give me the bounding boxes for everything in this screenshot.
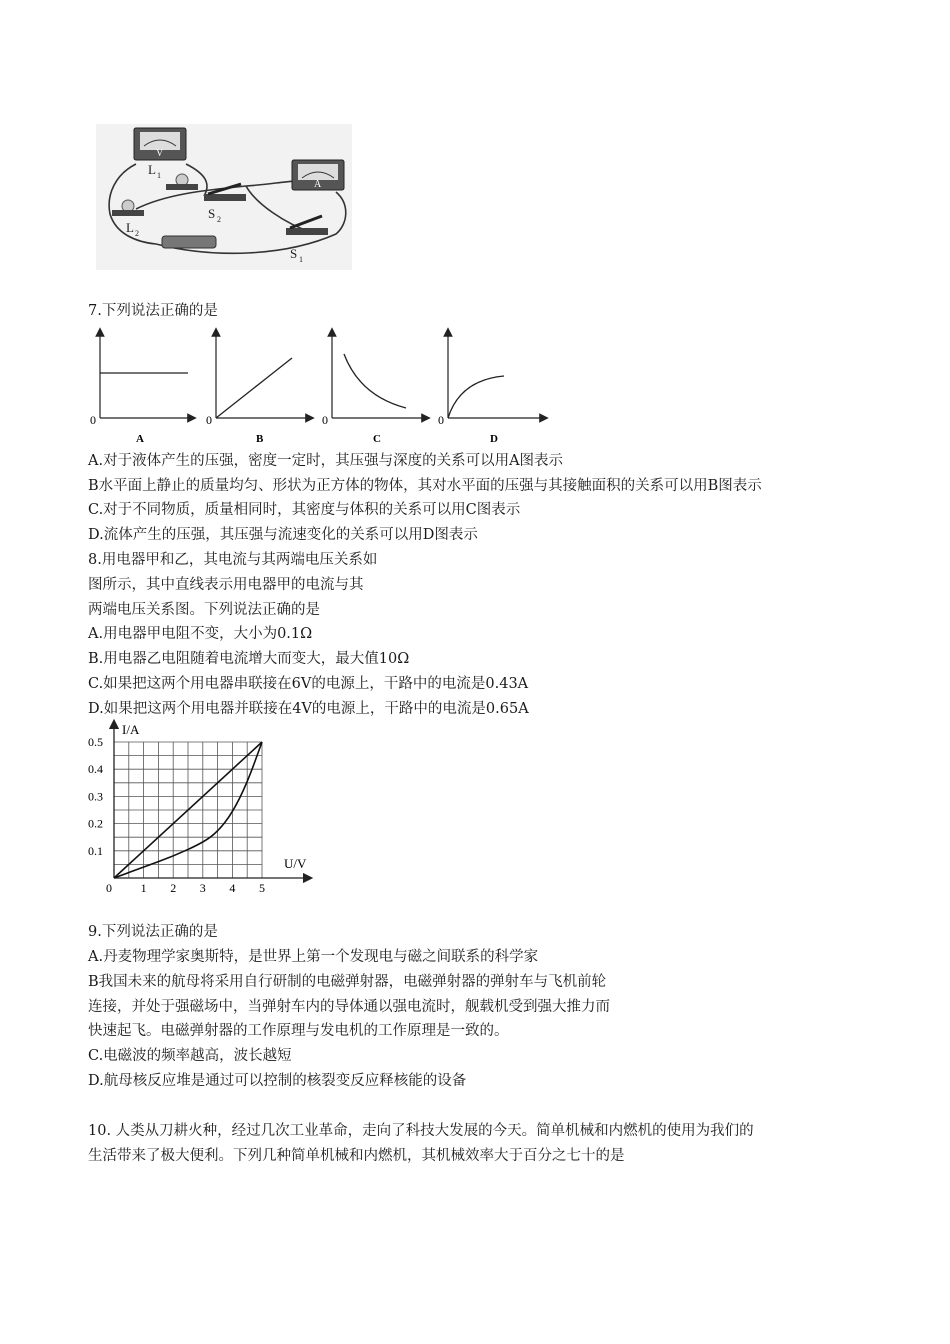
x-tick-label: 3 bbox=[199, 881, 206, 895]
x-tick-label: 1 bbox=[140, 881, 147, 895]
q9-option-b-line-1: B我国未来的航母将采用自行研制的电磁弹射器，电磁弹射器的弹射车与飞机前轮 bbox=[88, 974, 607, 990]
x-tick-label: 2 bbox=[170, 881, 177, 895]
q7-option-d: D.流体产生的压强，其压强与流速变化的关系可以用D图表示 bbox=[88, 527, 478, 543]
x-tick-label: 4 bbox=[229, 881, 236, 895]
svg-text:L: L bbox=[126, 220, 134, 235]
q8-stem-line-1: 8.用电器甲和乙，其电流与其两端电压关系如 bbox=[88, 552, 378, 568]
svg-text:S: S bbox=[208, 206, 216, 221]
q9-option-a: A.丹麦物理学家奥斯特，是世界上第一个发现电与磁之间联系的科学家 bbox=[88, 949, 539, 965]
q9-option-b-line-3: 快速起飞。电磁弹射器的工作原理与发电机的工作原理是一致的。 bbox=[88, 1023, 509, 1039]
q7-option-a: A.对于液体产生的压强，密度一定时，其压强与深度的关系可以用A图表示 bbox=[88, 453, 564, 469]
circuit-diagram bbox=[96, 124, 352, 270]
svg-text:0: 0 bbox=[206, 413, 212, 427]
y-axis-label: I/A bbox=[122, 722, 140, 737]
svg-text:S: S bbox=[290, 246, 298, 261]
y-tick-label: 0.2 bbox=[88, 816, 103, 831]
ammeter-icon bbox=[292, 160, 344, 190]
graph-a bbox=[90, 332, 192, 445]
graph-c bbox=[322, 332, 426, 445]
q7-option-b: B水平面上静止的质量均匀、形状为正方体的物体，其对水平面的压强与其接触面积的关系可以用B图表示 bbox=[88, 478, 762, 494]
q8-stem-line-3: 两端电压关系图。下列说法正确的是 bbox=[88, 602, 320, 618]
q9-option-d: D.航母核反应堆是通过可以控制的核裂变反应释核能的设备 bbox=[88, 1073, 467, 1089]
svg-text:1: 1 bbox=[157, 171, 161, 180]
q8-option-c: C.如果把这两个用电器串联接在6V的电源上，干路中的电流是0.43A bbox=[88, 676, 529, 692]
q7-graphs bbox=[88, 326, 550, 448]
q9-stem: 9.下列说法正确的是 bbox=[88, 924, 218, 940]
svg-text:0: 0 bbox=[322, 413, 328, 427]
svg-text:L: L bbox=[148, 162, 156, 177]
svg-text:A: A bbox=[314, 179, 322, 190]
svg-text:0: 0 bbox=[438, 413, 444, 427]
q9-option-c: C.电磁波的频率越高，波长越短 bbox=[88, 1048, 292, 1064]
svg-text:B: B bbox=[256, 433, 264, 445]
x-tick-label: 0 bbox=[106, 881, 112, 895]
svg-text:2: 2 bbox=[217, 215, 221, 224]
y-tick-label: 0.3 bbox=[88, 789, 103, 804]
svg-text:0: 0 bbox=[90, 413, 96, 427]
y-tick-label: 0.5 bbox=[88, 735, 103, 749]
svg-text:1: 1 bbox=[299, 255, 303, 264]
graph-b bbox=[206, 332, 310, 445]
x-axis-label: U/V bbox=[284, 856, 307, 871]
graph-d bbox=[438, 332, 544, 445]
q8-option-b: B.用电器乙电阻随着电流增大而变大，最大值10Ω bbox=[88, 651, 410, 667]
q9-option-b-line-2: 连接，并处于强磁场中，当弹射车内的导体通以强电流时，舰载机受到强大推力而 bbox=[88, 999, 610, 1015]
svg-text:A: A bbox=[136, 433, 144, 445]
voltmeter-icon bbox=[134, 128, 186, 160]
q10-line-1: 10. 人类从刀耕火种，经过几次工业革命，走向了科技大发展的今天。简单机械和内燃机的使用为我们的 bbox=[88, 1123, 754, 1139]
svg-text:C: C bbox=[373, 433, 381, 445]
y-tick-label: 0.4 bbox=[88, 762, 103, 777]
iv-chart bbox=[86, 718, 326, 902]
y-tick-label: 0.1 bbox=[88, 843, 103, 858]
q7-stem: 7.下列说法正确的是 bbox=[88, 303, 218, 319]
q8-option-a: A.用电器甲电阻不变，大小为0.1Ω bbox=[88, 626, 313, 642]
svg-text:D: D bbox=[490, 433, 498, 445]
svg-text:2: 2 bbox=[135, 229, 139, 238]
voltmeter-label: V bbox=[156, 148, 164, 159]
q10-line-2: 生活带来了极大便利。下列几种简单机械和内燃机，其机械效率大于百分之七十的是 bbox=[88, 1148, 625, 1164]
q7-option-c: C.对于不同物质，质量相同时，其密度与体积的关系可以用C图表示 bbox=[88, 502, 521, 518]
q8-stem-line-2: 图所示，其中直线表示用电器甲的电流与其 bbox=[88, 577, 364, 593]
x-tick-label: 5 bbox=[259, 881, 265, 895]
q8-option-d: D.如果把这两个用电器并联接在4V的电源上，干路中的电流是0.65A bbox=[88, 701, 529, 717]
battery-icon bbox=[162, 236, 216, 248]
